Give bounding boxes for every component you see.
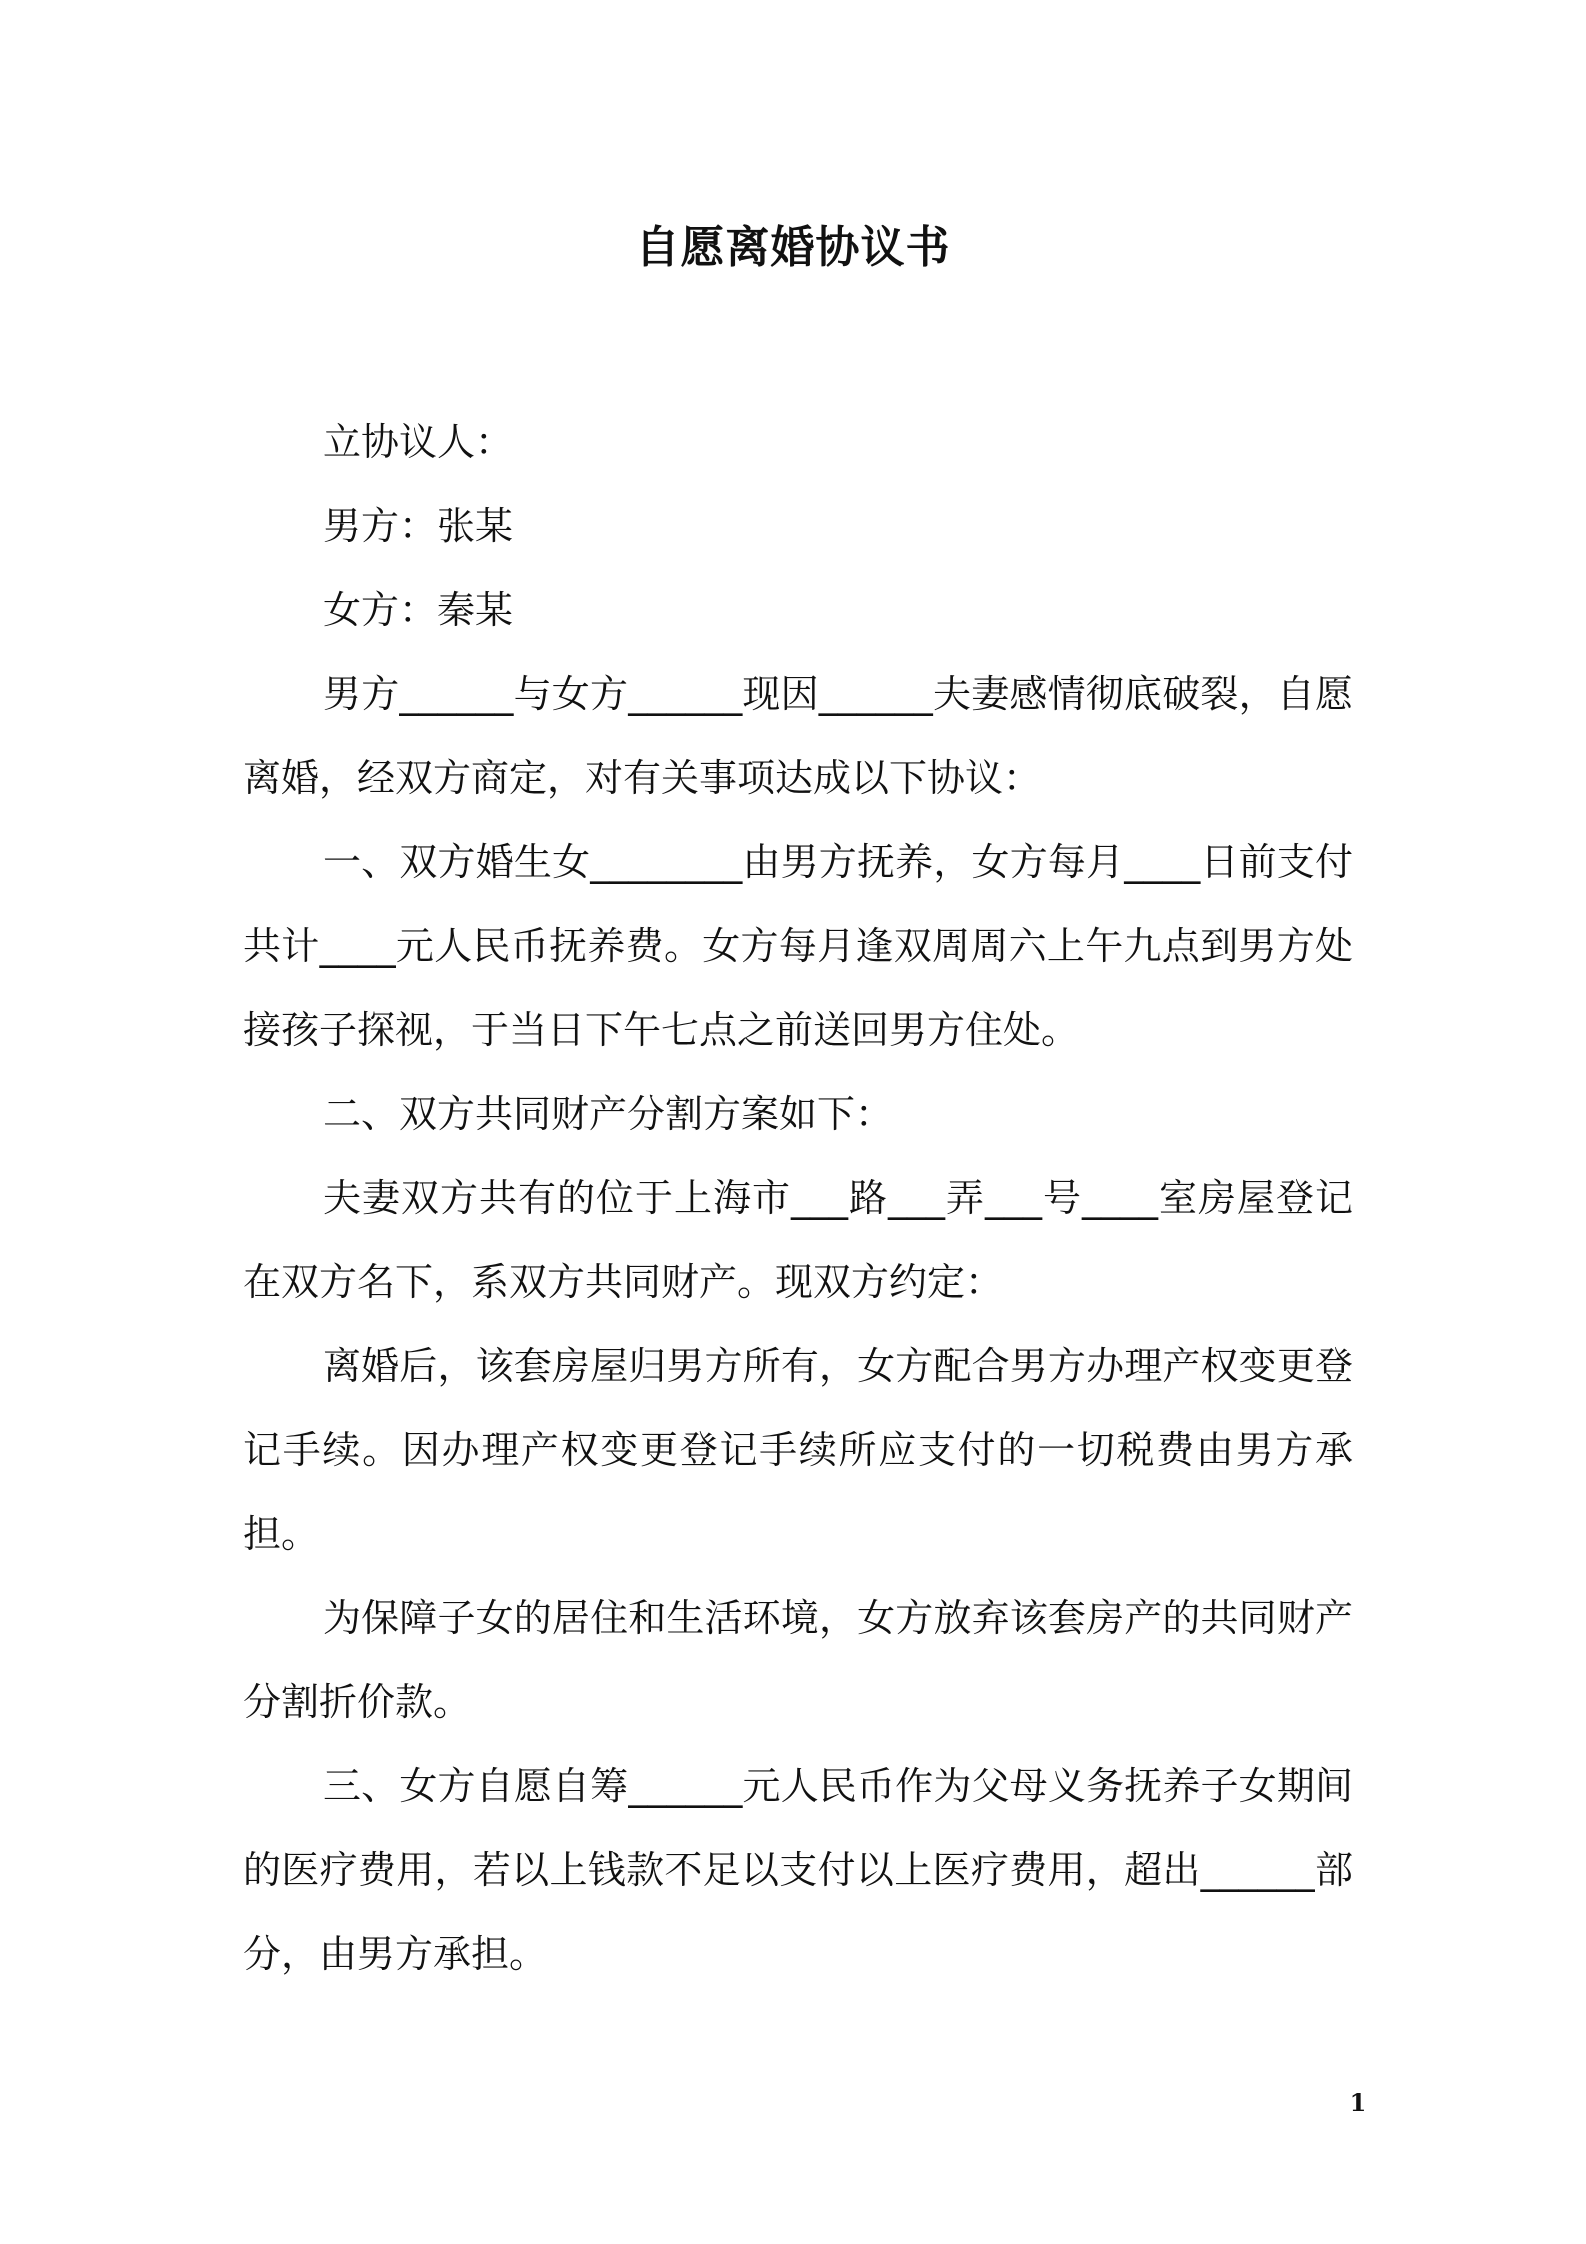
paragraph-female-party: 女方：秦某: [323, 588, 514, 632]
paragraph-clause-2-heading: 二、双方共同财产分割方案如下：: [323, 1092, 894, 1136]
page-number: 1: [1349, 2088, 1367, 2117]
paragraph-clause-3-medical: 三、女方自愿自筹______元人民币作为父母义务抚养子女期间的医疗费用，若以上钱款不足以支付以上医疗费用，超出______部分，由男方承担。: [243, 1764, 1353, 1976]
paragraph-property-ownership: 离婚后，该套房屋归男方所有，女方配合男方办理产权变更登记手续。因办理产权变更登记手续所应支付的一切税费由男方承担。: [243, 1344, 1353, 1556]
paragraph-preamble: 男方______与女方______现因______夫妻感情彻底破裂，自愿离婚，经双方商定，对有关事项达成以下协议：: [243, 672, 1353, 800]
paragraph-male-party: 男方：张某: [323, 504, 514, 548]
paragraph-clause-1-custody: 一、双方婚生女________由男方抚养，女方每月____日前支付共计____元人民币抚养费。女方每月逢双周周六上午九点到男方处接孩子探视，于当日下午七点之前送回男方住处。: [243, 840, 1353, 1052]
paragraph-parties-heading: 立协议人：: [323, 420, 514, 464]
paragraph-property-description: 夫妻双方共有的位于上海市___路___弄___号____室房屋登记在双方名下，系双方共同财产。现双方约定：: [243, 1176, 1353, 1304]
paragraph-property-waiver: 为保障子女的居住和生活环境，女方放弃该套房产的共同财产分割折价款。: [243, 1596, 1353, 1724]
document-body: [243, 400, 1353, 1996]
document-title: 自愿离婚协议书: [635, 222, 951, 273]
